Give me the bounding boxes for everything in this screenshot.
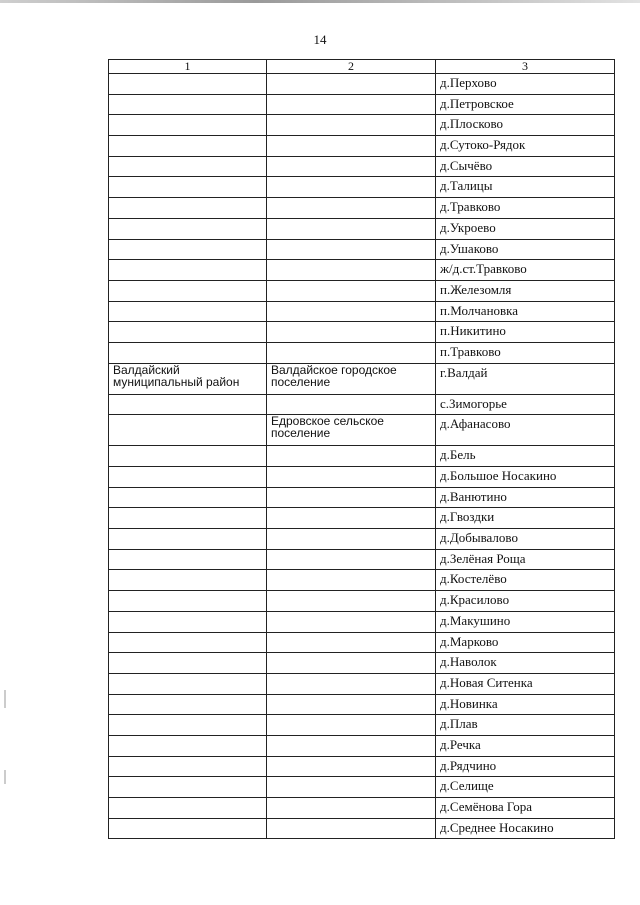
column-header-1: 1 [109, 60, 267, 74]
table-row [109, 591, 615, 612]
locality-cell: д.Укроево [436, 218, 615, 239]
district-cell [109, 218, 267, 239]
table-row [109, 280, 615, 301]
table-row [109, 529, 615, 550]
table-body [109, 74, 615, 839]
table-row [109, 735, 615, 756]
settlement-cell [267, 570, 436, 591]
district-cell [109, 115, 267, 136]
table-row [109, 322, 615, 343]
page-number: 14 [313, 32, 327, 47]
locality-cell: д.Сычёво [436, 156, 615, 177]
locality-cell: д.Зелёная Роща [436, 549, 615, 570]
table-row [109, 156, 615, 177]
settlement-cell [267, 549, 436, 570]
locality-cell: с.Зимогорье [436, 394, 615, 415]
table-row [109, 611, 615, 632]
settlement-cell: Валдайское городское поселение [267, 363, 436, 394]
settlement-cell [267, 529, 436, 550]
locality-cell: д.Костелёво [436, 570, 615, 591]
settlement-cell [267, 798, 436, 819]
settlement-cell [267, 322, 436, 343]
settlement-cell [267, 156, 436, 177]
locality-cell: д.Марково [436, 632, 615, 653]
settlement-cell [267, 218, 436, 239]
settlement-cell [267, 673, 436, 694]
table-row [109, 394, 615, 415]
district-cell [109, 198, 267, 219]
locality-cell: д.Ванютино [436, 487, 615, 508]
table-row [109, 467, 615, 488]
table-row [109, 798, 615, 819]
district-cell [109, 694, 267, 715]
table-row [109, 487, 615, 508]
district-cell [109, 467, 267, 488]
table-row [109, 239, 615, 260]
table-row [109, 415, 615, 446]
settlement-cell [267, 735, 436, 756]
table-row [109, 777, 615, 798]
locality-cell: д.Красилово [436, 591, 615, 612]
locality-cell: д.Сутоко-Рядок [436, 136, 615, 157]
locality-cell: д.Новинка [436, 694, 615, 715]
settlement-cell [267, 818, 436, 839]
table-row [109, 715, 615, 736]
locality-cell: д.Перхово [436, 74, 615, 95]
district-cell [109, 715, 267, 736]
table-row [109, 198, 615, 219]
table-row [109, 549, 615, 570]
settlement-cell [267, 394, 436, 415]
table-row [109, 508, 615, 529]
district-cell [109, 818, 267, 839]
district-cell [109, 756, 267, 777]
district-cell [109, 74, 267, 95]
district-cell [109, 653, 267, 674]
settlement-cell [267, 715, 436, 736]
district-cell [109, 611, 267, 632]
locality-cell: д.Ушаково [436, 239, 615, 260]
locality-cell: д.Семёнова Гора [436, 798, 615, 819]
district-cell: Валдайский муниципальный район [109, 363, 267, 394]
settlement-cell [267, 177, 436, 198]
district-cell [109, 394, 267, 415]
scan-edge [0, 0, 640, 3]
settlement-cell [267, 611, 436, 632]
district-cell [109, 673, 267, 694]
locality-cell: д.Плосково [436, 115, 615, 136]
settlement-cell [267, 446, 436, 467]
settlement-cell [267, 239, 436, 260]
table-header-row [109, 60, 615, 74]
locality-cell: д.Травково [436, 198, 615, 219]
district-cell [109, 777, 267, 798]
settlements-table [108, 59, 615, 839]
district-cell [109, 136, 267, 157]
district-cell [109, 177, 267, 198]
locality-cell: г.Валдай [436, 363, 615, 394]
district-cell [109, 342, 267, 363]
settlement-cell [267, 694, 436, 715]
table-row [109, 136, 615, 157]
district-cell [109, 529, 267, 550]
table-row [109, 673, 615, 694]
district-cell [109, 94, 267, 115]
table-row [109, 363, 615, 394]
table-row [109, 818, 615, 839]
locality-cell: ж/д.ст.Травково [436, 260, 615, 281]
locality-cell: д.Большое Носакино [436, 467, 615, 488]
settlement-cell [267, 198, 436, 219]
locality-cell: д.Плав [436, 715, 615, 736]
locality-cell: д.Рядчино [436, 756, 615, 777]
settlement-cell [267, 115, 436, 136]
table-row [109, 694, 615, 715]
settlement-cell [267, 487, 436, 508]
district-cell [109, 301, 267, 322]
district-cell [109, 446, 267, 467]
district-cell [109, 591, 267, 612]
table-row [109, 446, 615, 467]
district-cell [109, 632, 267, 653]
table-row [109, 74, 615, 95]
settlement-cell [267, 756, 436, 777]
settlement-cell [267, 632, 436, 653]
locality-cell: д.Бель [436, 446, 615, 467]
locality-cell: п.Никитино [436, 322, 615, 343]
table-row [109, 342, 615, 363]
locality-cell: д.Афанасово [436, 415, 615, 446]
district-cell [109, 156, 267, 177]
settlement-cell [267, 467, 436, 488]
settlement-cell [267, 653, 436, 674]
table-row [109, 115, 615, 136]
settlement-cell [267, 280, 436, 301]
table-row [109, 94, 615, 115]
locality-cell: д.Речка [436, 735, 615, 756]
locality-cell: д.Наволок [436, 653, 615, 674]
settlement-cell [267, 136, 436, 157]
settlement-cell [267, 260, 436, 281]
settlement-cell [267, 508, 436, 529]
locality-cell: д.Гвоздки [436, 508, 615, 529]
locality-cell: п.Молчановка [436, 301, 615, 322]
district-cell [109, 487, 267, 508]
district-cell [109, 260, 267, 281]
locality-cell: п.Травково [436, 342, 615, 363]
district-cell [109, 415, 267, 446]
locality-cell: п.Железомля [436, 280, 615, 301]
district-cell [109, 549, 267, 570]
table-row [109, 301, 615, 322]
settlement-cell [267, 591, 436, 612]
settlement-cell: Едровское сельское поселение [267, 415, 436, 446]
table-row [109, 218, 615, 239]
locality-cell: д.Добывалово [436, 529, 615, 550]
district-cell [109, 280, 267, 301]
settlement-cell [267, 777, 436, 798]
district-cell [109, 322, 267, 343]
column-header-2: 2 [267, 60, 436, 74]
locality-cell: д.Макушино [436, 611, 615, 632]
district-cell [109, 508, 267, 529]
locality-cell: д.Талицы [436, 177, 615, 198]
locality-cell: д.Петровское [436, 94, 615, 115]
locality-cell: д.Селище [436, 777, 615, 798]
locality-cell: д.Среднее Носакино [436, 818, 615, 839]
table-row [109, 756, 615, 777]
settlement-cell [267, 74, 436, 95]
table-row [109, 653, 615, 674]
settlement-cell [267, 342, 436, 363]
settlement-cell [267, 94, 436, 115]
table-row [109, 632, 615, 653]
district-cell [109, 239, 267, 260]
table-row [109, 177, 615, 198]
table-row [109, 260, 615, 281]
settlement-cell [267, 301, 436, 322]
district-cell [109, 798, 267, 819]
district-cell [109, 570, 267, 591]
table-row [109, 570, 615, 591]
district-cell [109, 735, 267, 756]
scan-artifact [4, 770, 6, 784]
scan-artifact [4, 690, 6, 708]
column-header-3: 3 [436, 60, 615, 74]
locality-cell: д.Новая Ситенка [436, 673, 615, 694]
